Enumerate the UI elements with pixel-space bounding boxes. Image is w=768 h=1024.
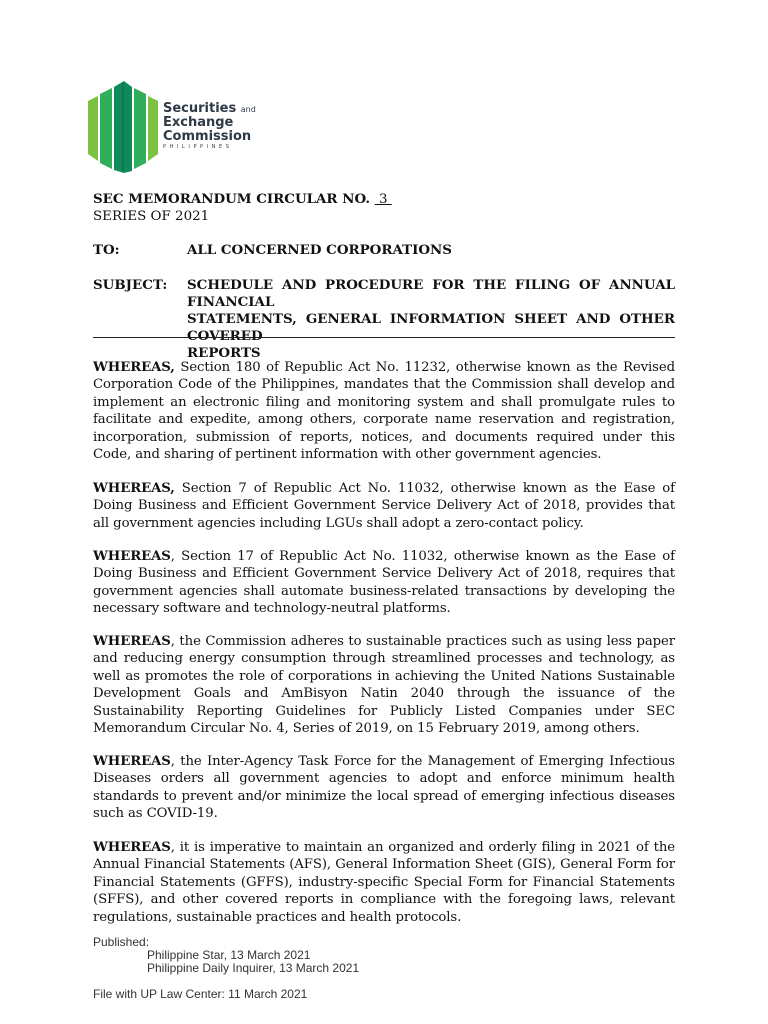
subject-line-2: STATEMENTS, GENERAL INFORMATION SHEET AND OTHER COVERED: [187, 311, 675, 344]
logo-word-securities: Securities: [163, 101, 237, 116]
whereas-lead: WHEREAS,: [93, 360, 175, 375]
sec-logo: [86, 79, 266, 173]
circular-label: SEC MEMORANDUM CIRCULAR NO.: [93, 191, 371, 207]
logo-word-and: and: [240, 105, 256, 114]
header-divider: [93, 337, 675, 338]
filed-with-law-center: File with UP Law Center: 11 March 2021: [93, 987, 308, 1001]
logo-line-philippines: P H I L I P P I N E S: [163, 144, 230, 150]
whereas-lead: WHEREAS: [93, 840, 171, 855]
circular-number: 3: [378, 192, 388, 207]
whereas-paragraph-5: [93, 753, 675, 823]
paragraph-text: , Section 17 of Republic Act No. 11032, otherwise known as the Ease of Doing Business and Efficient Government Service Delivery Act of 2018, requires that government agencies shall automate business-related transactions by developing the necessary software and technology-neutral platforms.: [93, 549, 675, 617]
whereas-lead: WHEREAS: [93, 754, 171, 769]
logo-line-securities: [163, 101, 256, 116]
subject-label: SUBJECT:: [93, 277, 168, 293]
logo-line-exchange: Exchange: [163, 115, 234, 130]
subject-line-1: SCHEDULE AND PROCEDURE FOR THE FILING OF ANNUAL FINANCIAL: [187, 277, 675, 310]
whereas-lead: WHEREAS: [93, 634, 171, 649]
published-philstar: Philippine Star, 13 March 2021: [147, 948, 311, 962]
paragraph-text: , the Inter-Agency Task Force for the Management of Emerging Infectious Diseases orders all government agencies to adopt and enforce minimum health standards to prevent and/or minimize the local spread of emerging infectious diseases such as COVID-19.: [93, 754, 675, 822]
paragraph-text: , it is imperative to maintain an organized and orderly filing in 2021 of the Annual Financial Statements (AFS), General Information Sheet (GIS), General Form for Financial Statements (GFFS), industry-specific Special Form for Financial Statements (SFFS), and other covered reports in compliance with the foregoing laws, relevant regulations, sustainable practices and health protocols.: [93, 840, 675, 925]
paragraph-text: Section 180 of Republic Act No. 11232, otherwise known as the Revised Corporation Code of the Philippines, mandates that the Commission shall develop and implement an electronic filing and monitoring system and shall promulgate rules to facilitate and expedite, among others, corporate name reservation and registration, incorporation, submission of reports, notices, and documents required under this Code, and sharing of pertinent information with other government agencies.: [93, 360, 675, 463]
whereas-paragraph-1: [93, 359, 675, 463]
series-line: SERIES OF 2021: [93, 209, 210, 224]
circular-title: [93, 191, 392, 208]
published-inquirer: Philippine Daily Inquirer, 13 March 2021: [147, 961, 360, 975]
to-value: ALL CONCERNED CORPORATIONS: [187, 242, 452, 258]
subject-value: [187, 277, 675, 362]
sec-logo-icon: [86, 79, 160, 173]
published-label: Published:: [93, 935, 150, 949]
paragraph-text: , the Commission adheres to sustainable practices such as using less paper and reducing energy consumption through streamlined processes and technology, as well as promotes the role of corporations in achieving the United Nations Sustainable Development Goals and AmBisyon Natin 2040 through the issuance of the Sustainability Reporting Guidelines for Publicly Listed Companies under SEC Memorandum Circular No. 4, Series of 2019, on 15 February 2019, among others.: [93, 634, 675, 737]
whereas-paragraph-6: [93, 839, 675, 926]
to-label: TO:: [93, 242, 120, 258]
subject-line-3: REPORTS: [187, 345, 261, 361]
whereas-paragraph-4: [93, 633, 675, 737]
paragraph-text: Section 7 of Republic Act No. 11032, otherwise known as the Ease of Doing Business and Efficient Government Service Delivery Act of 2018, provides that all government agencies including LGUs shall adopt a zero-contact policy.: [93, 481, 675, 531]
logo-line-commission: Commission: [163, 129, 252, 144]
whereas-lead: WHEREAS,: [93, 481, 175, 496]
whereas-paragraph-3: [93, 548, 675, 618]
whereas-lead: WHEREAS: [93, 549, 171, 564]
whereas-paragraph-2: [93, 480, 675, 532]
